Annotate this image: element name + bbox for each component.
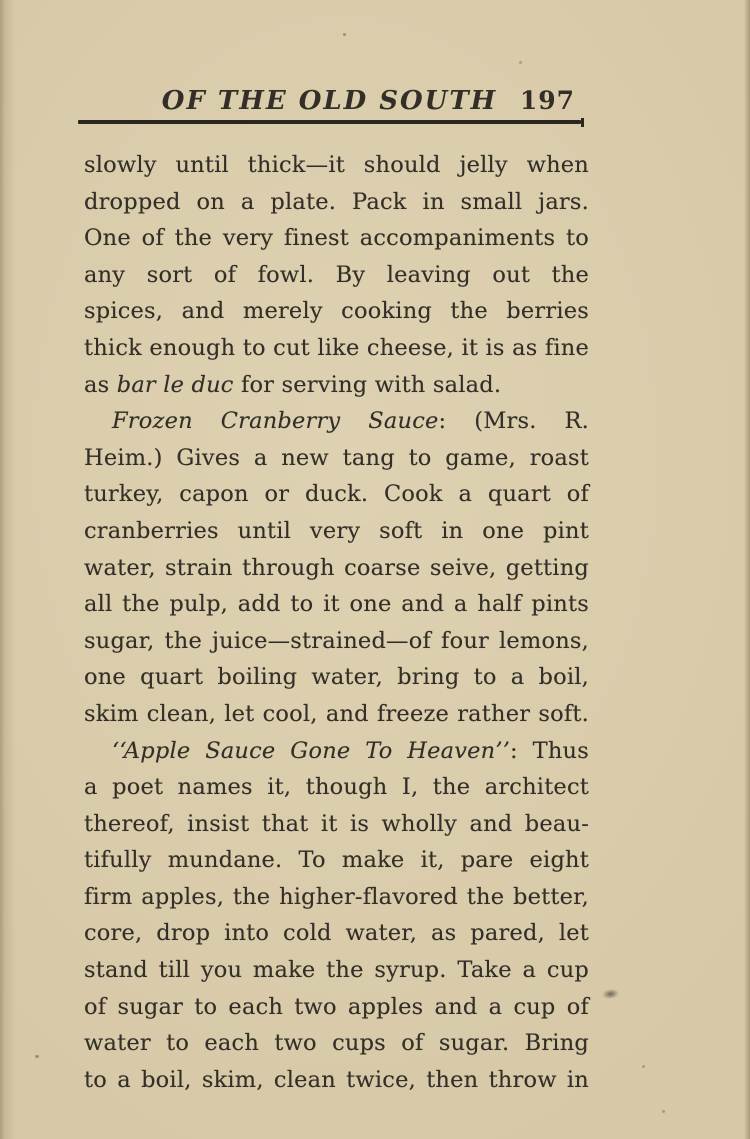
text-line: core, drop into cold water, as pared, let (84, 920, 589, 947)
paragraph (84, 733, 589, 1099)
header-rule (78, 120, 581, 124)
paragraph (84, 403, 589, 732)
page-body (84, 147, 589, 1098)
text-line: cranberries until very soft in one pint (84, 517, 589, 544)
text-line: ‘‘Apple Sauce Gone To Heaven’’: Thus (112, 737, 589, 764)
text-line: skim clean, let cool, and freeze rather soft. (84, 700, 589, 727)
text-line: Heim.) Gives a new tang to game, roast (84, 444, 589, 471)
text-line: One of the very finest accompaniments to (84, 225, 589, 252)
running-head-title: OF THE OLD SOUTH (161, 86, 498, 116)
text-line: one quart boiling water, bring to a boil, (84, 664, 589, 691)
text-line: stand till you make the syrup. Take a cup (84, 957, 589, 984)
text-line: to a boil, skim, clean twice, then throw in (84, 1066, 589, 1093)
ink-smudge (601, 988, 619, 1000)
text-line: tifully mundane. To make it, pare eight (84, 847, 589, 874)
page-left-edge-shadow (0, 0, 16, 1139)
text-line: Frozen Cranberry Sauce: (Mrs. R. (112, 408, 589, 435)
text-line: firm apples, the higher-flavored the better, (84, 883, 589, 910)
text-line: sugar, the juice—strained—of four lemons, (84, 627, 589, 654)
page-header (78, 86, 581, 118)
text-line: water to each two cups of sugar. Bring (84, 1030, 589, 1057)
paper-speck (662, 1110, 665, 1113)
text-line: dropped on a plate. Pack in small jars. (84, 188, 589, 215)
text-line: of sugar to each two apples and a cup of (84, 993, 589, 1020)
paper-speck (343, 33, 346, 36)
text-line: a poet names it, though I, the architect (84, 774, 589, 801)
text-line: water, strain through coarse seive, getting (84, 554, 589, 581)
text-line: turkey, capon or duck. Cook a quart of (84, 481, 589, 508)
page-right-edge-shadow (744, 0, 750, 1139)
paper-speck (642, 1065, 645, 1068)
text-line: any sort of fowl. By leaving out the (84, 261, 589, 288)
paragraph (84, 147, 589, 403)
text-line: spices, and merely cooking the berries (84, 298, 589, 325)
text-line: as bar le duc for serving with salad. (84, 371, 502, 398)
text-line: thereof, insist that it is wholly and beau- (84, 810, 589, 837)
text-line: slowly until thick—it should jelly when (84, 152, 589, 178)
page-number: 197 (519, 86, 575, 115)
text-line: all the pulp, add to it one and a half pints (84, 591, 589, 618)
text-line: thick enough to cut like cheese, it is as fine (84, 334, 589, 361)
paper-speck (519, 61, 522, 64)
paper-speck (35, 1055, 39, 1058)
